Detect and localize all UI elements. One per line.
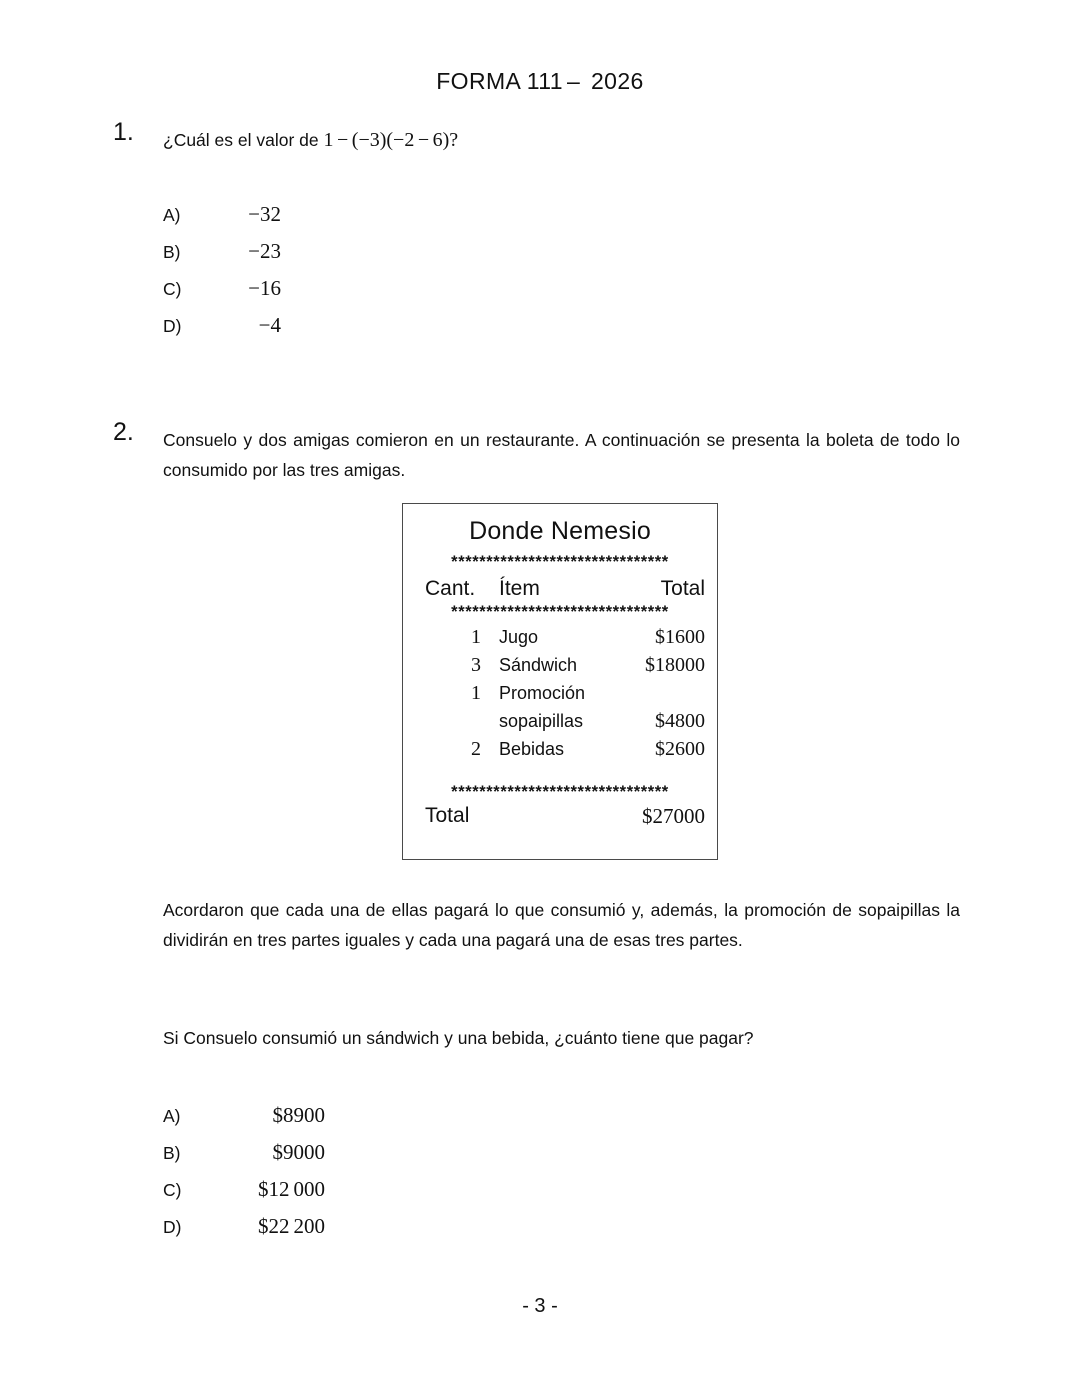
header-form-label: FORMA 111	[436, 68, 563, 94]
receipt-total-row	[403, 801, 717, 831]
receipt-row-total: $1600	[655, 626, 705, 648]
receipt-divider-top: *******************************	[451, 555, 669, 569]
option-value-part2: 000	[293, 1177, 325, 1201]
receipt-row	[425, 651, 705, 679]
option-value-part1: $12	[258, 1177, 290, 1201]
option-value: −4	[258, 313, 281, 337]
receipt-row-total: $2600	[655, 738, 705, 760]
receipt-row	[425, 623, 705, 651]
receipt-row-item-line2: sopaipillas	[499, 711, 584, 731]
receipt-title: Donde Nemesio	[469, 517, 651, 545]
receipt-row-total: $4800	[655, 710, 705, 732]
receipt-row-item	[499, 679, 615, 735]
option-row[interactable]	[163, 239, 281, 276]
receipt-row-qty: 1	[471, 626, 481, 648]
option-value: −23	[248, 239, 281, 263]
receipt-row-item: Bebidas	[499, 739, 565, 759]
question-1-options	[163, 202, 281, 350]
receipt-row	[425, 679, 705, 735]
question-1-expression: 1 − (−3)(−2 − 6)?	[323, 129, 459, 151]
receipt-divider-bottom: *******************************	[451, 785, 669, 799]
option-value-part1: $22	[258, 1214, 290, 1238]
page-number-footer: - 3 -	[522, 1295, 558, 1317]
receipt-row-item: Sándwich	[499, 655, 578, 675]
question-2-final-prompt	[0, 1023, 1080, 1053]
option-value	[197, 1177, 325, 1202]
option-value: $8900	[272, 1103, 325, 1127]
option-letter: B)	[163, 242, 181, 262]
option-letter: A)	[163, 205, 181, 225]
option-value: −32	[248, 202, 281, 226]
header-dash: –	[566, 68, 581, 94]
option-row[interactable]	[163, 202, 281, 239]
option-row[interactable]	[163, 1177, 325, 1214]
option-value-part2: 200	[293, 1214, 325, 1238]
question-2-paragraph-3: Si Consuelo consumió un sándwich y una bebida, ¿cuánto tiene que pagar?	[163, 1028, 754, 1048]
option-letter: A)	[163, 1106, 181, 1126]
question-2-paragraph-1: Consuelo y dos amigas comieron en un restaurante. A continuación se presenta la boleta de todo lo consumido por las tres amigas.	[163, 430, 960, 480]
option-letter: D)	[163, 316, 182, 336]
document-header	[0, 68, 1080, 95]
question-1-prompt-text: ¿Cuál es el valor de	[163, 130, 324, 150]
option-letter: C)	[163, 1180, 182, 1200]
question-2-options	[163, 1103, 325, 1251]
option-letter: D)	[163, 1217, 182, 1237]
receipt-column-headers	[403, 575, 717, 603]
question-2-continued	[0, 895, 1080, 955]
question-2	[0, 418, 1080, 485]
option-row[interactable]	[163, 1103, 325, 1140]
receipt-row	[425, 735, 705, 763]
option-letter: B)	[163, 1143, 181, 1163]
receipt-row-qty: 1	[471, 682, 481, 704]
receipt-header-total: Total	[660, 577, 705, 600]
question-1-number: 1.	[113, 118, 134, 146]
receipt-header-item: Ítem	[499, 577, 540, 600]
option-row[interactable]	[163, 313, 281, 350]
question-1	[0, 118, 1080, 155]
receipt-row-total: $18000	[645, 654, 705, 676]
option-value	[197, 1214, 325, 1239]
option-value: −16	[248, 276, 281, 300]
option-letter: C)	[163, 279, 182, 299]
question-2-number: 2.	[113, 418, 134, 446]
receipt-row-qty: 3	[471, 654, 481, 676]
option-row[interactable]	[163, 276, 281, 313]
receipt-row-qty: 2	[471, 738, 481, 760]
header-year: 2026	[590, 68, 644, 94]
receipt-rows	[403, 623, 717, 763]
receipt-row-item-line1: Promoción	[499, 683, 586, 703]
option-row[interactable]	[163, 1140, 325, 1177]
option-row[interactable]	[163, 1214, 325, 1251]
question-1-prompt	[163, 125, 960, 155]
receipt-header-cant: Cant.	[425, 577, 476, 600]
receipt-row-item: Jugo	[499, 627, 539, 647]
receipt-total-label: Total	[425, 804, 470, 827]
receipt-box	[402, 503, 718, 860]
option-value: $9000	[272, 1140, 325, 1164]
receipt-divider-middle: *******************************	[451, 605, 669, 619]
question-2-paragraph-2: Acordaron que cada una de ellas pagará lo que consumió y, además, la promoción de sopaipillas la dividirán en tres partes iguales y cada una pagará una de esas tres partes.	[163, 900, 960, 950]
receipt-total-value: $27000	[642, 804, 705, 828]
